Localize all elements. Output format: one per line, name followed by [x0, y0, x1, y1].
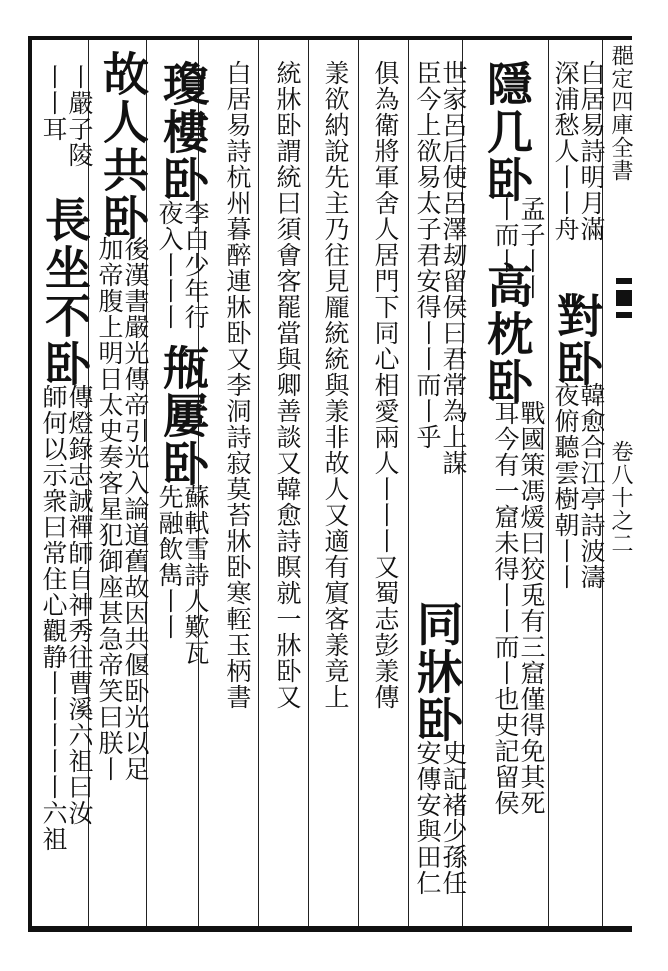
book-title: 𨛦定四庫全書: [608, 44, 633, 182]
text-line: 俱為衛將軍舍人居門下同心相愛兩人丨丨丨又蜀志彭羕傳: [371, 60, 400, 710]
text-line: 羕欲納說先主乃往見龎統統與羕非故人又適有賔客羕竟上: [321, 60, 350, 710]
text-line-sub: 丨丨耳: [39, 64, 68, 142]
column-rule: [358, 40, 359, 926]
text-line-sub: 先融飲雋丨丨: [155, 484, 184, 640]
text-line-sub: 耳今有一窟未得丨丨而丨也史記留侯: [491, 400, 520, 816]
text-line: 白居易詩明月滿: [577, 60, 606, 242]
text-line: 李白少年行: [181, 200, 210, 330]
text-line: 蘇軾雪詩人歎瓦: [181, 484, 210, 666]
text-line: 孟子丨丨: [517, 196, 546, 300]
column-rule: [408, 40, 409, 926]
text-line-sub: 深浦愁人丨丨舟: [551, 60, 580, 242]
headword: 甁屢卧: [156, 344, 210, 488]
text-line: 戰國策馮煖曰狡兎有三窟僅得免其死: [517, 400, 546, 816]
headword: 同牀卧: [410, 600, 464, 744]
column-rule: [258, 40, 259, 926]
text-line: 白居易詩杭州暮醉連牀卧又李洞詩寂莫苔牀卧寒䡖玉柄書: [223, 60, 252, 710]
text-line-sub: 加帝腹上明日太史奏客星犯御座甚急帝笑曰朕丨: [95, 236, 124, 782]
text-line: 丨嚴子陵: [65, 64, 94, 168]
volume-label: 卷八十之二: [608, 440, 633, 555]
text-line: 世家呂后使呂澤刼留侯曰君常為上謀: [439, 60, 468, 476]
text-line-sub: 夜俯聽雲樹朝丨丨: [551, 382, 580, 590]
headword: 瓊樓卧: [156, 60, 210, 204]
headword: 隱几卧: [480, 60, 534, 204]
text-line: 後漢書嚴光傳帝引光入論道舊故因共偃卧光以足: [121, 236, 150, 782]
text-line-sub: 夜入丨丨丨: [155, 200, 184, 330]
column-rule: [548, 40, 549, 926]
text-line-sub: 臣今上欲易太子君安得丨丨而丨乎: [413, 60, 442, 450]
text-line-sub: 師何以示衆曰常住心觀静丨丨丨丨丨六祖: [39, 384, 68, 852]
headword: 對卧: [550, 292, 604, 388]
text-line-sub: 丨而丨: [491, 196, 520, 274]
text-line: 傳燈錄志誠禪師自神秀往曹溪六祖曰汝: [65, 384, 94, 826]
headword: 高枕卧: [480, 262, 534, 406]
headword: 長坐不卧: [38, 196, 92, 388]
text-line: 統牀卧謂統曰須㑹客罷當與卿善談又韓愈詩瞑就一牀卧又: [273, 60, 302, 710]
text-line-sub: 安傳安與田仁: [413, 740, 442, 896]
text-line: 韓愈合江亭詩波濤: [577, 382, 606, 590]
text-line: 史記褚少孫任: [439, 740, 468, 896]
column-rule: [308, 40, 309, 926]
fish-tail-ornament: [616, 278, 632, 318]
headword: 故人共卧: [96, 50, 150, 242]
